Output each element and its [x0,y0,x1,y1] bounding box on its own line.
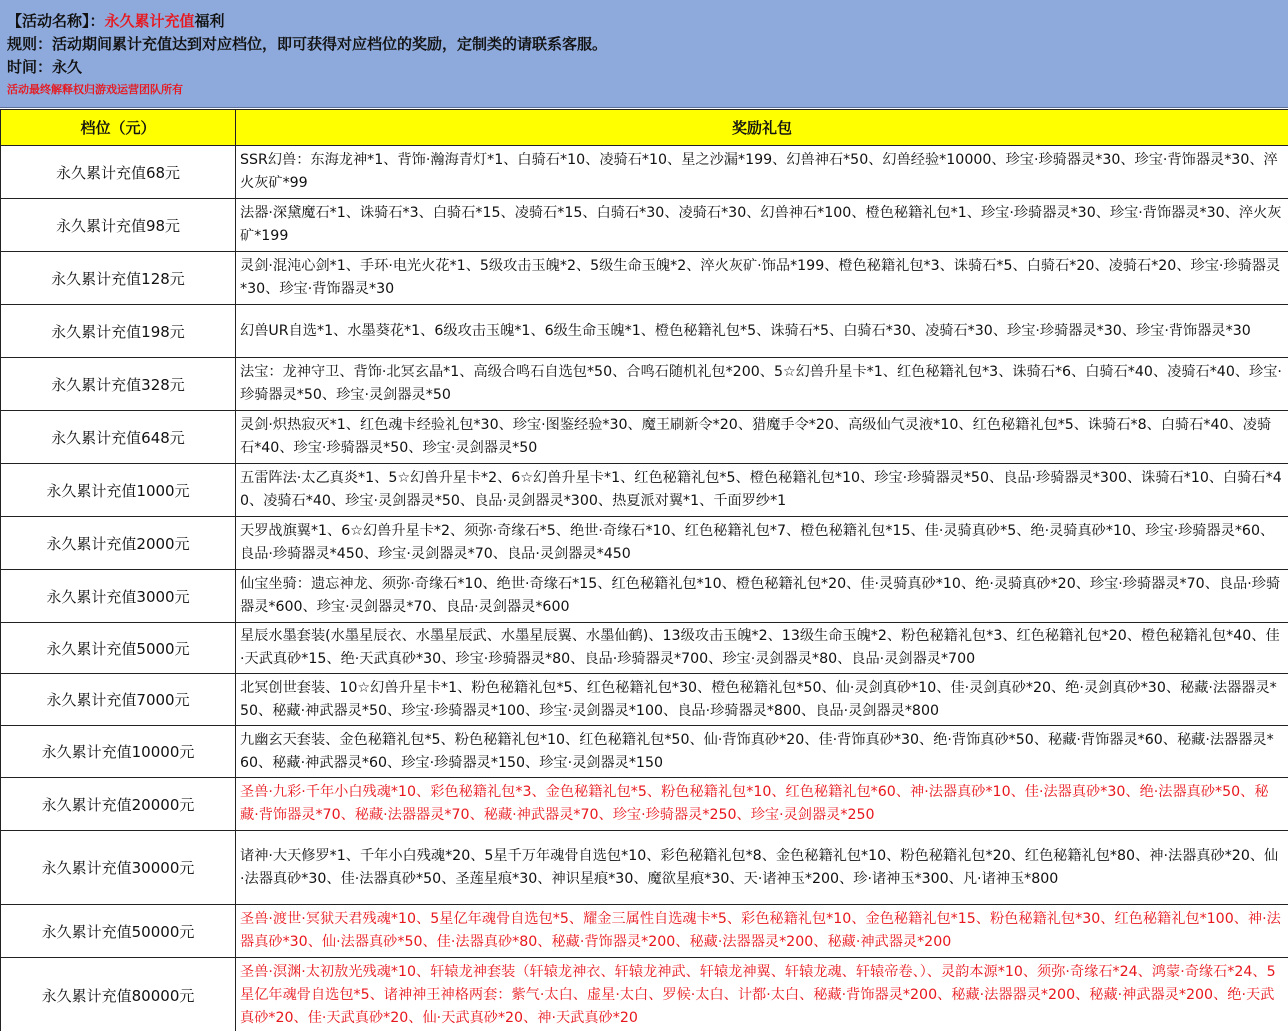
reward-cell: 天罗战旗翼*1、6☆幻兽升星卡*2、须弥·奇缘石*5、绝世·奇缘石*10、红色秘籍礼包*7、橙色秘籍礼包*15、佳·灵骑真砂*5、绝·灵骑真砂*10、珍宝·珍骑器灵*60、良品·珍骑器灵*450、珍宝·灵剑器灵*70、良品·灵剑器灵*450 [236,517,1288,570]
table-row [1,411,1288,464]
reward-cell: 圣兽·九彩·千年小白残魂*10、彩色秘籍礼包*3、金色秘籍礼包*5、粉色秘籍礼包*10、红色秘籍礼包*60、神·法器真砂*10、佳·法器真砂*30、绝·法器真砂*50、秘藏·背饰器灵*70、秘藏·法器器灵*70、秘藏·神武器灵*70、珍宝·珍骑器灵*250、珍宝·灵剑器灵*250 [236,778,1288,831]
tier-cell: 永久累计充值98元 [1,199,236,252]
table-row [1,570,1288,623]
activity-title-highlight: 永久累计充值 [104,12,195,30]
activity-title-suffix: 福利 [194,12,225,30]
table-row [1,958,1288,1031]
activity-title-line [7,10,1288,33]
column-header-tier: 档位（元） [1,110,236,146]
tier-cell: 永久累计充值1000元 [1,464,236,517]
reward-cell: 圣兽·渡世·冥狱天君残魂*10、5星亿年魂骨自选包*5、耀金三属性自选魂卡*5、彩色秘籍礼包*10、金色秘籍礼包*15、粉色秘籍礼包*30、红色秘籍礼包*100、神·法器真砂*30、仙·法器真砂*50、佳·法器真砂*80、秘藏·背饰器灵*200、秘藏·法器器灵*200、秘藏·神武器灵*200 [236,905,1288,958]
reward-cell: 仙宝坐骑：遗忘神龙、须弥·奇缘石*10、绝世·奇缘石*15、红色秘籍礼包*10、橙色秘籍礼包*20、佳·灵骑真砂*10、绝·灵骑真砂*20、珍宝·珍骑器灵*70、良品·珍骑器灵*600、珍宝·灵剑器灵*70、良品·灵剑器灵*600 [236,570,1288,623]
tier-cell: 永久累计充值20000元 [1,778,236,831]
reward-cell: 灵剑·炽热寂灭*1、红色魂卡经验礼包*30、珍宝·图鉴经验*30、魔王刷新令*20、猎魔手令*20、高级仙气灵液*10、红色秘籍礼包*5、诛骑石*8、白骑石*40、凌骑石*40、珍宝·珍骑器灵*50、珍宝·灵剑器灵*50 [236,411,1288,464]
table-row [1,464,1288,517]
table-row [1,905,1288,958]
table-row [1,623,1288,674]
tier-cell: 永久累计充值648元 [1,411,236,464]
column-header-reward: 奖励礼包 [236,110,1288,146]
reward-cell: 法器·深黛魔石*1、诛骑石*3、白骑石*15、凌骑石*15、白骑石*30、凌骑石*30、幻兽神石*100、橙色秘籍礼包*1、珍宝·珍骑器灵*30、珍宝·背饰器灵*30、淬火灰矿*199 [236,199,1288,252]
tier-cell: 永久累计充值68元 [1,146,236,199]
table-row [1,146,1288,199]
tier-cell: 永久累计充值10000元 [1,726,236,778]
table-header-row [1,110,1288,146]
table-row [1,831,1288,905]
table-row [1,252,1288,305]
table-row [1,517,1288,570]
reward-cell: 五雷阵法·太乙真炎*1、5☆幻兽升星卡*2、6☆幻兽升星卡*1、红色秘籍礼包*5、橙色秘籍礼包*10、珍宝·珍骑器灵*50、良品·珍骑器灵*300、诛骑石*10、白骑石*40、凌骑石*40、珍宝·灵剑器灵*50、良品·灵剑器灵*300、热夏派对翼*1、千面罗纱*1 [236,464,1288,517]
activity-header [0,0,1288,108]
activity-title-label: 【活动名称】： [7,12,105,30]
tier-cell: 永久累计充值198元 [1,305,236,358]
tier-cell: 永久累计充值328元 [1,358,236,411]
tier-cell: 永久累计充值30000元 [1,831,236,905]
reward-cell: 灵剑·混沌心剑*1、手环·电光火花*1、5级攻击玉魄*2、5级生命玉魄*2、淬火灰矿·饰品*199、橙色秘籍礼包*3、诛骑石*5、白骑石*20、凌骑石*20、珍宝·珍骑器灵*30、珍宝·背饰器灵*30 [236,252,1288,305]
tier-cell: 永久累计充值128元 [1,252,236,305]
activity-rules: 规则：活动期间累计充值达到对应档位，即可获得对应档位的奖励，定制类的请联系客服。 [7,35,608,53]
table-row [1,199,1288,252]
reward-cell: 北冥创世套装、10☆幻兽升星卡*1、粉色秘籍礼包*5、红色秘籍礼包*30、橙色秘籍礼包*50、仙·灵剑真砂*10、佳·灵剑真砂*20、绝·灵剑真砂*30、秘藏·法器器灵*50、秘藏·神武器灵*50、珍宝·珍骑器灵*100、珍宝·灵剑器灵*100、良品·珍骑器灵*800、良品·灵剑器灵*800 [236,674,1288,726]
tier-cell: 永久累计充值2000元 [1,517,236,570]
table-row [1,726,1288,778]
activity-disclaimer: 活动最终解释权归游戏运营团队所有 [7,83,183,96]
tier-cell: 永久累计充值80000元 [1,958,236,1031]
reward-cell: 法宝：龙神守卫、背饰·北冥玄晶*1、高级合鸣石自选包*50、合鸣石随机礼包*200、5☆幻兽升星卡*1、红色秘籍礼包*3、诛骑石*6、白骑石*40、凌骑石*40、珍宝·珍骑器灵*50、珍宝·灵剑器灵*50 [236,358,1288,411]
tier-cell: 永久累计充值5000元 [1,623,236,674]
tier-cell: 永久累计充值3000元 [1,570,236,623]
reward-cell: SSR幻兽：东海龙神*1、背饰·瀚海青灯*1、白骑石*10、凌骑石*10、星之沙漏*199、幻兽神石*50、幻兽经验*10000、珍宝·珍骑器灵*30、珍宝·背饰器灵*30、淬火灰矿*99 [236,146,1288,199]
table-row [1,358,1288,411]
reward-cell: 圣兽·溟渊·太初敖光残魂*10、轩辕龙神套装（轩辕龙神衣、轩辕龙神武、轩辕龙神翼、轩辕龙魂、轩辕帝卷、）、灵韵本源*10、须弥·奇缘石*24、鸿蒙·奇缘石*24、5星亿年魂骨自选包*5、诸神神王神格两套：紫气·太白、虚星·太白、罗候·太白、计都·太白、秘藏·背饰器灵*200、秘藏·法器器灵*200、秘藏·神武器灵*200、绝·天武真砂*20、佳·天武真砂*20、仙·天武真砂*20、神·天武真砂*20 [236,958,1288,1031]
reward-table [0,109,1288,1031]
reward-cell: 星辰水墨套装(水墨星辰衣、水墨星辰武、水墨星辰翼、水墨仙鹤)、13级攻击玉魄*2、13级生命玉魄*2、粉色秘籍礼包*3、红色秘籍礼包*20、橙色秘籍礼包*40、佳·天武真砂*15、绝·天武真砂*30、珍宝·珍骑器灵*80、良品·珍骑器灵*700、珍宝·灵剑器灵*80、良品·灵剑器灵*700 [236,623,1288,674]
table-row [1,778,1288,831]
tier-cell: 永久累计充值50000元 [1,905,236,958]
reward-cell: 九幽玄天套装、金色秘籍礼包*5、粉色秘籍礼包*10、红色秘籍礼包*50、仙·背饰真砂*20、佳·背饰真砂*30、绝·背饰真砂*50、秘藏·背饰器灵*60、秘藏·法器器灵*60、秘藏·神武器灵*60、珍宝·珍骑器灵*150、珍宝·灵剑器灵*150 [236,726,1288,778]
table-row [1,305,1288,358]
activity-time: 时间：永久 [7,58,83,76]
table-row [1,674,1288,726]
tier-cell: 永久累计充值7000元 [1,674,236,726]
reward-cell: 诸神·大天修罗*1、千年小白残魂*20、5星千万年魂骨自选包*10、彩色秘籍礼包*8、金色秘籍礼包*10、粉色秘籍礼包*20、红色秘籍礼包*80、神·法器真砂*20、仙·法器真砂*30、佳·法器真砂*50、圣莲星痕*30、神识星痕*30、魔欲星痕*30、天·诸神玉*200、珍·诸神玉*300、凡·诸神玉*800 [236,831,1288,905]
reward-cell: 幻兽UR自选*1、水墨葵花*1、6级攻击玉魄*1、6级生命玉魄*1、橙色秘籍礼包*5、诛骑石*5、白骑石*30、凌骑石*30、珍宝·珍骑器灵*30、珍宝·背饰器灵*30 [236,305,1288,358]
